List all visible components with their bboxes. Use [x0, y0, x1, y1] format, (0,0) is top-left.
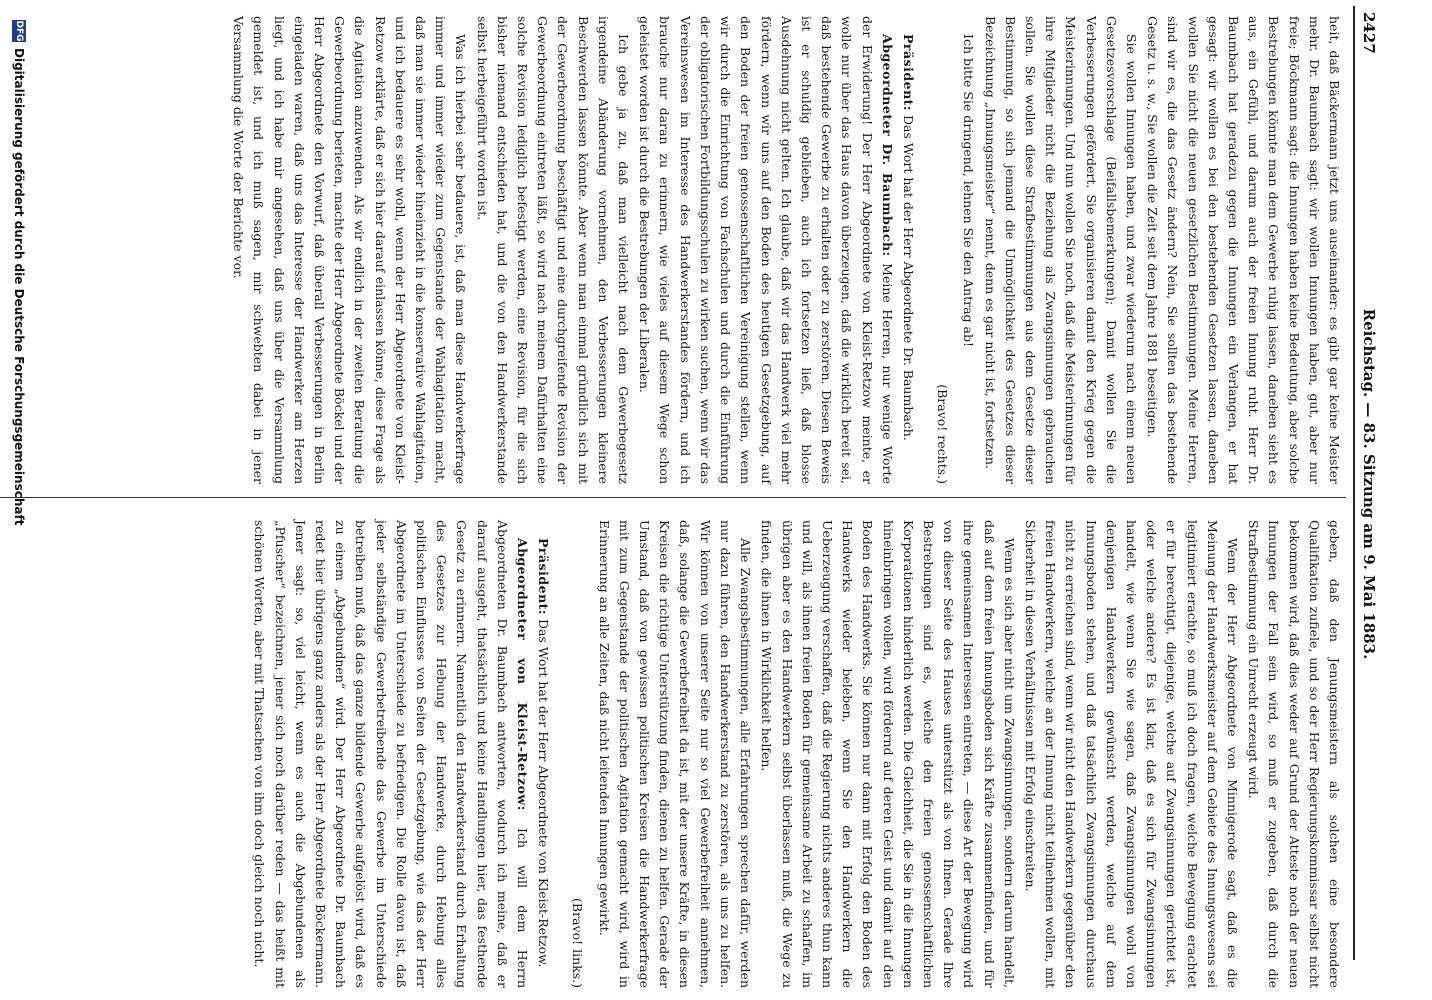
speech-text: Das Wort hat der Herr Abgeordnete von Kleist-Retzow. [536, 615, 552, 968]
speaker-paragraph [533, 520, 553, 988]
body-paragraph: Ich bitte Sie dringend, lehnen Sie den Antrag ab! [961, 34, 977, 347]
speaker-name: Präsident: [536, 538, 552, 616]
speaker-paragraph [898, 16, 918, 484]
body-paragraph: Ich gebe ja zu, daß man vielleicht nach dem Gewerbegesetz irgendeine Abänderung vornehmen, den Verbesserungen kleinere Beschwerden lassen könnte. Aber wenn man einmal gründlich sich mit der Gewerbeordnung beschäftigt und eine durchgreifende Revision der Gewerbeordnung eintreten läßt, so wird nach meinem Dafürhalten eine solche Revision lediglich befestigt werden, eine Revision, für die sich bisher niemand entschieden hat, und die von den Handwerkerstande selbst herbeigeführt worden ist. [474, 16, 632, 484]
speaker-name: Abgeordneter von Kleist-Retzow: [515, 538, 531, 811]
body-paragraph: geben, daß den Jenungsmeistern als solchen eine besondere Qualifikation zufiele, und so der Herr Regierungskommissar selbst nicht bekommen wird, daß dies weder auf Grund der Atteste noch der neuen Innungen der Fall sein wird, so muß er zugeben, daß durch die Strafbestimmung ein Unrecht erzeugt wird. [1246, 520, 1342, 988]
speaker-paragraph [249, 520, 532, 988]
header-rule [1353, 6, 1355, 960]
page-number: 2427 [1360, 12, 1378, 54]
text-column-right [248, 520, 1344, 988]
speaker-name: Abgeordneter Dr. Baumbach: [879, 34, 895, 257]
body-paragraph: Was ich hierbei sehr bedauere, ist, daß man diese Handwerkerfrage immer und immer wieder zum Gegenstande der Wahlagitation macht, daß man sie immer wieder hineinzieht in die konservative Wahlagitation, und ich bedauere es sehr wohl, wenn der Herr Abgeordnete von Kleist-Retzow erklärte, daß er sich hier darauf einlassen könne, diese Frage als die Agitation anzuwenden. Als wir endlich in der zweiten Beratung die Gewerbeordnung berieten, machte der Herr Abgeordnete Böckel und der Herr Abgeordnete den Vorwurf, daß überall Verbesserungen in Berlin eingeladen waren, daß uns das Interesse der Handwerker am Herzen liegt, und ich habe mir angesehen, daß uns über die Versammlung gemeldet ist, und ich muß sagen, mir schwebten dabei in jener Versammlung die Worte der Berichte vor. [231, 16, 469, 484]
interjection: (Bravo! links.) [570, 898, 586, 988]
page-header [1354, 8, 1384, 960]
body-paragraph: Alle Zwangsbestimmungen, alle Erfahrungen sprechen dafür, werden nur dazu führen, den Handwerkerstand zu zerstören, als uns zu helfen. Wir können von unserer Seite nur so viel Gewerbefreiheit annehmen, daß, solange die Gewerbefreiheit da ist, mit der unsere Kräfte, in diesen Kreisen die richtige Unterstützung finden, dienen zu helfen. Gerade der Umstand, daß von gewissen politischen Kreisen die Handwerkerfrage mit zum Gegenstande der politischen Agitation gemacht wird, wird in Erinnerung an alle Zeiten, daß nicht leitenden Innungen gewirkt. [596, 520, 754, 988]
speech-text: Meine Herren, nur wenige Worte der Erwiderung! Der Herr Abgeordnete von Kleist-Retzow meinte, er wolle nur über das Haus davon überzeugen, daß die wirklich bereit sei, daß bestehende Gewerbe zu erhalten oder zu zerstören. Diesen Beweis ist er schuldig geblieben, auch ich fortsetzen ließ, daß blosse Ausdehnung nicht gelten. Ich glaube, daß wir das Handwerk viel mehr fördern, wenn wir uns auf den Boden des heutigen Gesetzgebung, auf den Boden der freien genossenschaftlichen Vereinigung stellen, wenn wir durch die Einrichtung von Fachschulen und durch die Einführung der obligatorischen Fortbildungsschulen zu wirken suchen, wenn wir das Vereinswesen im Interesse des Handwerkerstandes fördern, und ich brauche nur daran zu erinnern, wie vieles auf diesem Wege schon geleistet worden ist durch die Bestrebungen der Liberalen. [637, 16, 895, 484]
page-footer [2, 20, 30, 980]
speech-text: Ich will dem Herrn Abgeordneten Dr. Baumbach antworten, wodurch ich meine, daß er darauf ausgeht, thatsächlich und keine Handlungen hier, das festhende Gesetz zu erinnern. Namentlich den Handwerkerstand durch Erhaltung des Gesetzes zur Hebung der Handwerke, durch Hebung alles politischen Einflusses von Seiten der Gesetzgebung, wie das der Herr Abgeordnete im Unterschiede zu befriedigen. Die Rolle davon ist, daß jeder selbständige Gewerbetreibende das Gewerbe im Unterschiede betreiben muß, daß das ganze bildende Gewerbe aufgelöst wird, daß es zu einem „Abgebundnen“ wird. Der Herr Abgeordnete Dr. Baumbach redet hier übrigens ganz anders als der Herr Abgeordnete Böckermann. Jener sagt: so, viel leicht, wenn es auch die Abgebundenen als „Pfuscher“ bezeichnen, jener sich noch darüber reden — das heißt mit schönen Worten, aber mit Thatsachen von ihm doch gleich noch nicht. [252, 520, 531, 988]
body-paragraph: heit, daß Bäckermann jetzt uns auseinander: es gibt gar keine Meister mehr. Dr. Baumbach sagt: wir wollen Innungen haben, gut, aber nur freie; Böckmann sagt: die Innungen haben keine Bedeutung, aber solche Bestrebungen könnte man dem Gewerbe ruhig lassen, daneben sieht es aus, ein Gefühl, und darum auch der freien Innung ruht. Herr Dr. Baumbach hat geradezu gegen die Innungen ein Verlangen, er hat gesagt: wir wollen es bei den bestehenden Gesetzen lassen, daneben wollen Sie nicht die neuen gesetzlichen Bestimmungen. Meine Herren, sind wir es, die das Gesetz ändern? Nein, Sie sollten das bestehende Gesetz u. s. w., Sie wollen die Zeit seit dem Jahre 1881 beseitigen. [1145, 16, 1342, 484]
body-paragraph: Sie wollen Innungen haben, und zwar wiederum nach einem neuen Gesetzesvorschlage (Beifallsbemerkungen); Damit wollen Sie die Verbesserungen gefördert. Sie organisieren damit den Krieg gegen die Meisterinnungen. Und nun wollen Sie noch, daß die Meisterinnungen für ihre Mitglieder nicht die Beziehung als Zwangsinnungen gebrauchen sollen. Sie wollen diese Strafbestimmungen aus dem Gesetze dieser Bestimmung, so sich jemand die Unmöglichkeit des Gesetzes dieser Bezeichnung „Innungsmeister“ nennt, denn es gar nicht ist, fortsetzen. [982, 16, 1139, 484]
speaker-paragraph [634, 16, 897, 484]
column-divider [0, 497, 1346, 498]
dfg-logo: DFG [14, 20, 24, 42]
footer-credit: Digitalisierung gefördert durch die Deutsche Forschungsgemeinschaft [12, 48, 26, 526]
speaker-name: Präsident: [900, 34, 916, 112]
body-paragraph: Wenn es sich aber nicht um Zwangsinnungen, sondern darum handelt, daß auf dem freien Innungsboden sich Kräfte zusammenfinden, und für ihre gemeinsamen Interessen eintreten, — diese Art der Bewegung wird von dieser Seite des Hauses unterstützt als von Ihnen. Gerade Ihre Bestrebungen sind es, welche den freien genossenschaftlichen Korporationen hinderlich werden. Die Gleichheit, die Sie in die Innungen hineinbringen wollen, wird fördernd auf deren Geist und damit auf den Boden des Handwerks. Sie können nur dann mit Erfolg den Boden des Handwerks wieder beleben, wenn Sie den Handwerkern die Ueberzeugung verschaffen, daß die Regierung nichts anderes thun kann und will, als ihnen freien Boden für gemeinsame Arbeit zu schaffen, im übrigen aber es den Handwerkern selbst überlassen muß, die Wege zu finden, die ihnen in Wirklichkeit helfen. [759, 520, 1017, 988]
running-head: Reichstag. — 83. Sitzung am 9. Mai 1883. [1360, 308, 1378, 660]
interjection: (Bravo! rechts.) [935, 384, 951, 484]
speech-text: Das Wort hat der Herr Abgeordnete Dr. Baumbach. [900, 111, 916, 441]
body-paragraph: Wenn der Herr Abgeordnete von Minnigerode sagt, daß es die Meinung der Handwerksmeister auf dem Gebiete des Innungswesens sei legitimiert erachte, so muß ich doch fragen, welche Bewegung erachtet er für berechtigt, diejenige, welche auf Zwangsinnungen gerichtet ist, oder welche andere? Es ist klar, daß es sich für Zwangsinnungen handelt, wie wenn Sie wie sagen, daß Zwangsinnungen wohl von denjenigen Handwerkern gewünscht werden, welche auf dem Innungsboden stehen, und daß tatsächlich Zwangsinnungen durchaus nicht zu erreichen sind, wenn wir nicht den Handwerkern gegenüber den freien Handwerkern, welche an der Innung nicht teilnehmen wollen, mit Sicherheit in diesen Verhältnissen mit Erfolg einschreiten. [1022, 520, 1240, 988]
text-column-left [227, 16, 1344, 484]
